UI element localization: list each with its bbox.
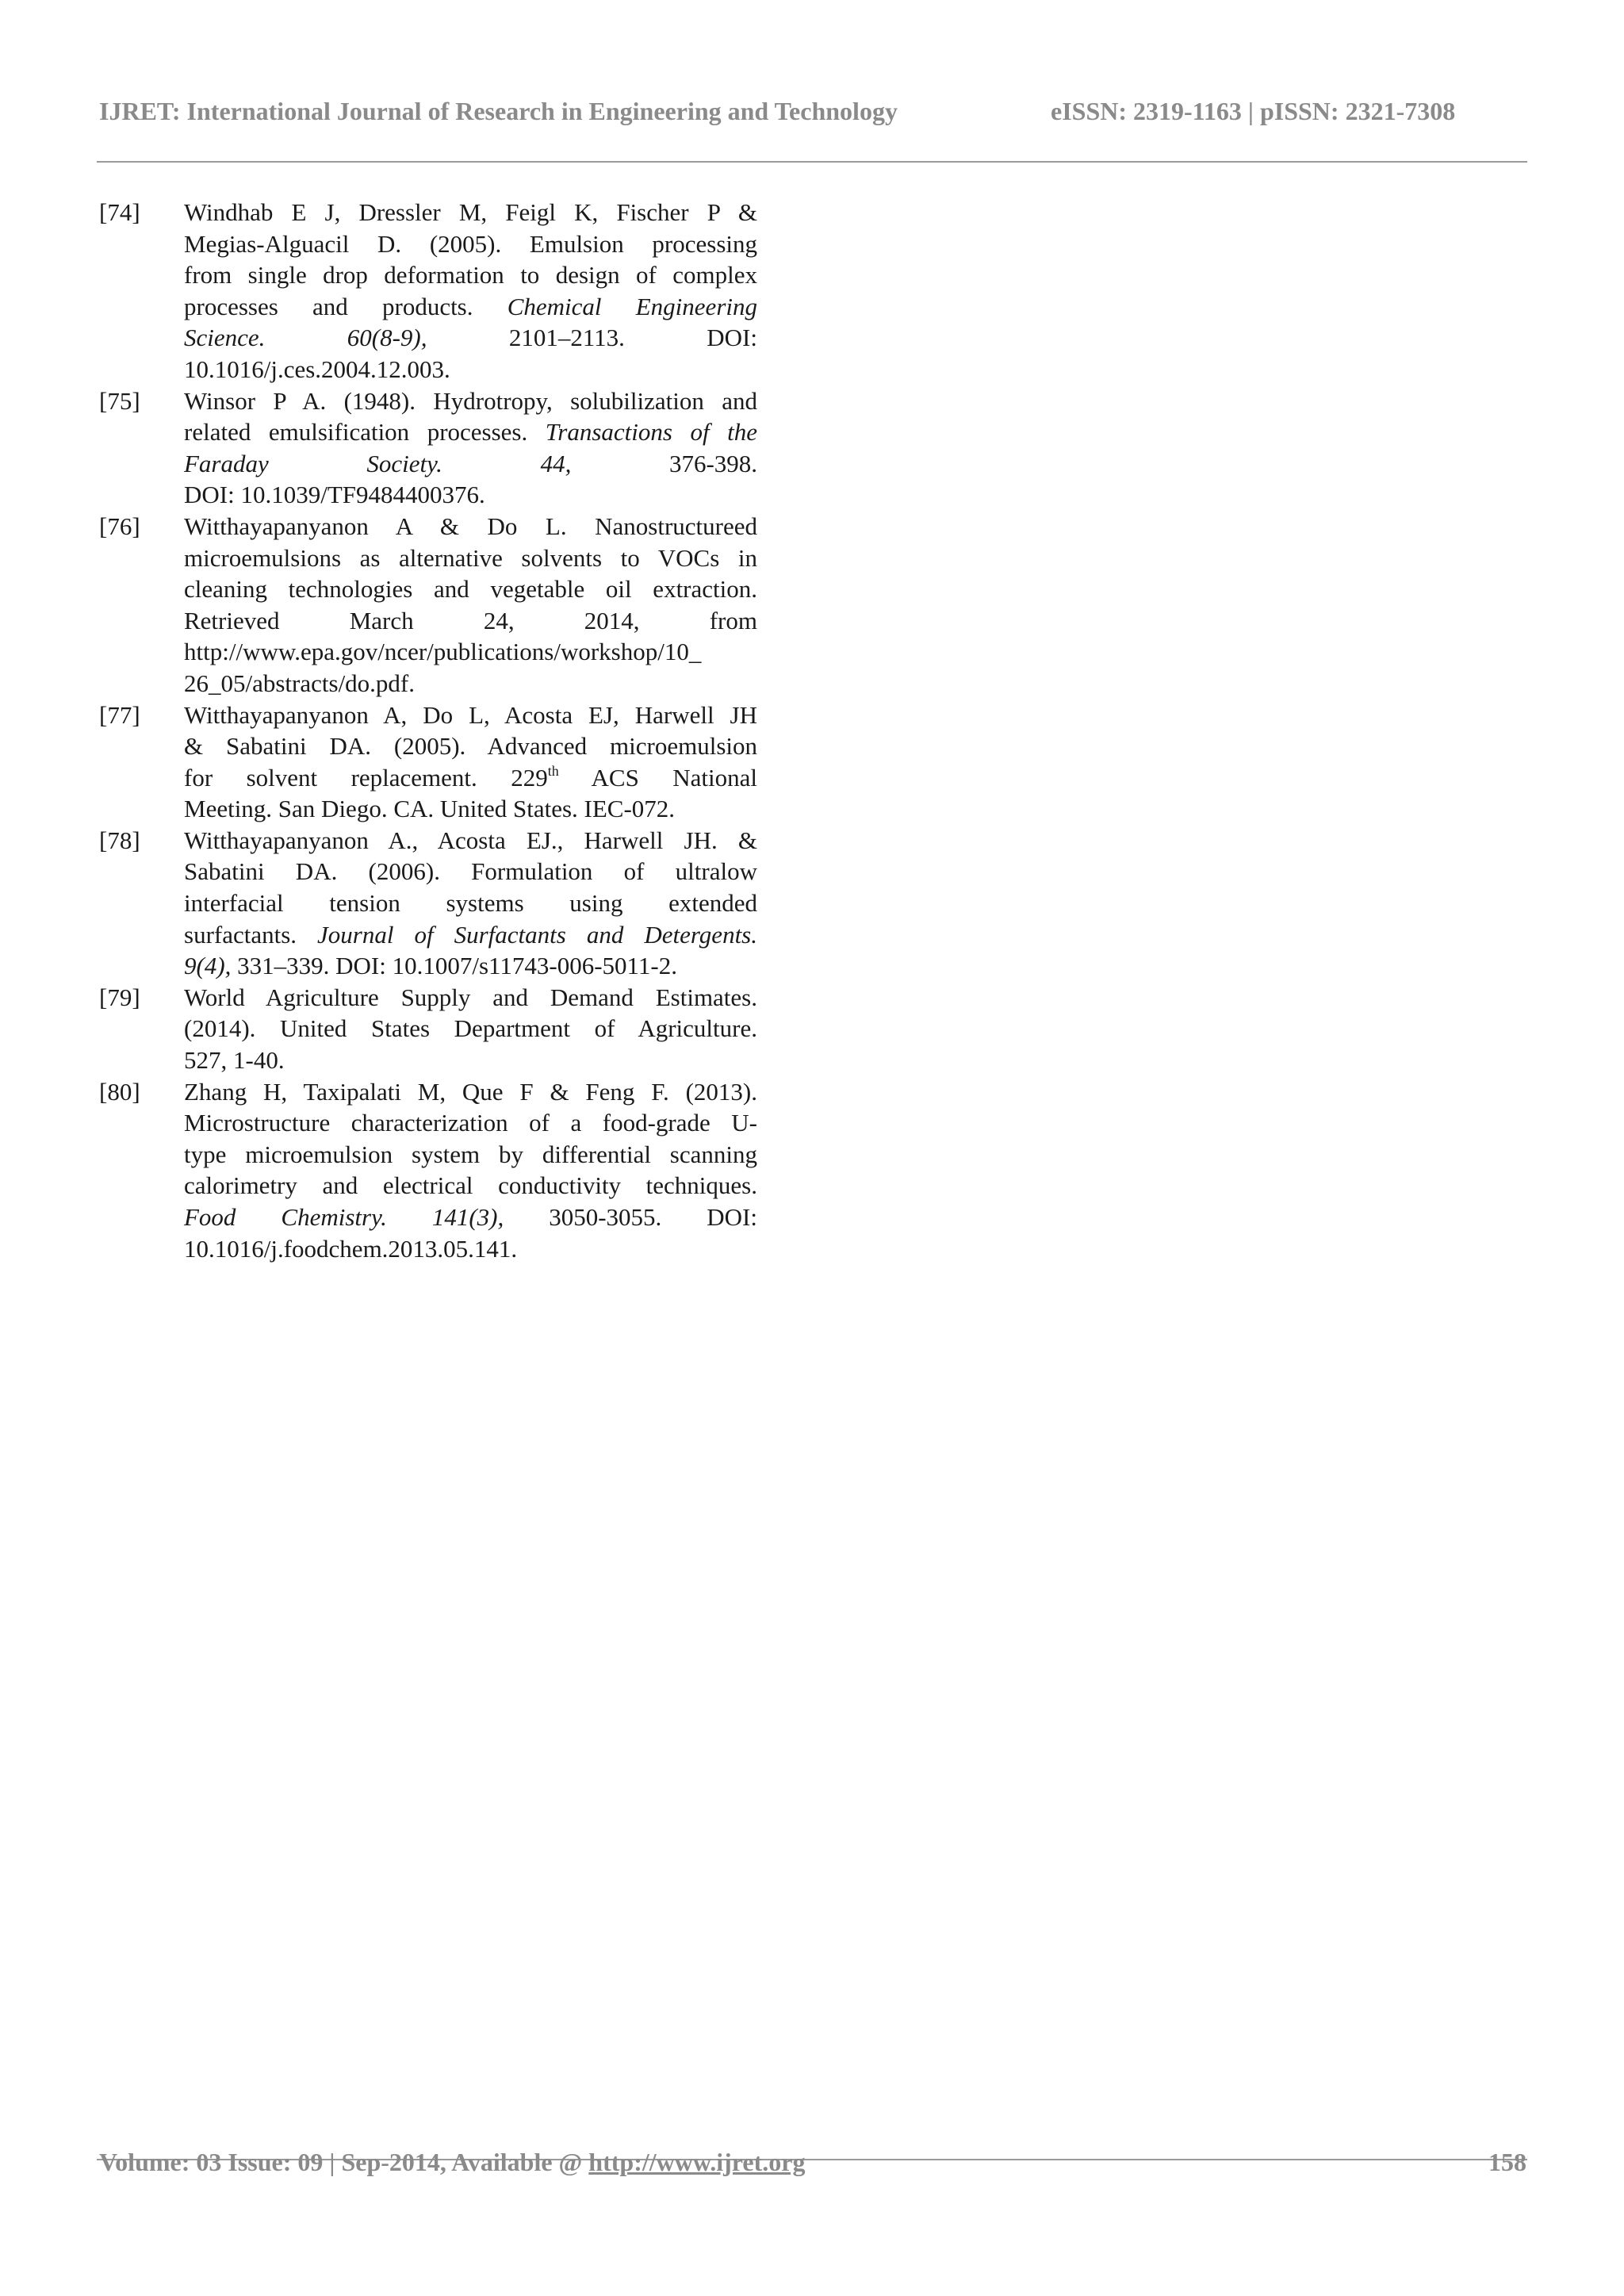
reference-line: Retrieved March 24, 2014, from (184, 606, 757, 634)
reference-line: Food Chemistry. 141(3), 3050-3055. DOI: (184, 1203, 757, 1231)
reference-line: & Sabatini DA. (2005). Advanced microemulsion (184, 732, 757, 761)
reference-number: [76] (99, 512, 140, 540)
reference-number: [78] (99, 826, 140, 854)
reference-line: 10.1016/j.foodchem.2013.05.141. (184, 1234, 518, 1263)
reference-line: Sabatini DA. (2006). Formulation of ultralow (184, 857, 757, 886)
issn-info: eISSN: 2319-1163 | pISSN: 2321-7308 (1051, 97, 1456, 125)
reference-line: Megias-Alguacil D. (2005). Emulsion processing (184, 229, 757, 258)
reference-line: DOI: 10.1039/TF9484400376. (184, 481, 485, 509)
reference-line: related emulsification processes. Transactions of the (184, 418, 757, 447)
reference-line: World Agriculture Supply and Demand Estimates. (184, 983, 757, 1011)
reference-line: Winsor P A. (1948). Hydrotropy, solubilization and (184, 386, 757, 415)
reference-list (99, 197, 757, 1264)
reference-line: Witthayapanyanon A & Do L. Nanostructureed (184, 512, 757, 540)
reference-item-80 (99, 1076, 757, 1265)
reference-line: from single drop deformation to design of complex (184, 261, 757, 289)
reference-line: (2014). United States Department of Agriculture. (184, 1014, 757, 1043)
journal-title: IJRET: International Journal of Research in Engineering and Technology (99, 97, 898, 125)
reference-line: 9(4), 331–339. DOI: 10.1007/s11743-006-5011-2. (184, 952, 677, 980)
reference-line: Meeting. San Diego. CA. United States. IEC-072. (184, 795, 676, 823)
reference-line: type microemulsion system by differential scanning (184, 1140, 757, 1168)
reference-line: cleaning technologies and vegetable oil extraction. (184, 575, 757, 604)
reference-line: Witthayapanyanon A., Acosta EJ., Harwell JH. & (184, 826, 757, 854)
reference-line: microemulsions as alternative solvents to VOCs in (184, 543, 757, 572)
page-number: 158 (1488, 2148, 1526, 2176)
reference-line: Witthayapanyanon A, Do L, Acosta EJ, Harwell JH (184, 700, 757, 729)
reference-line: processes and products. Chemical Engineering (184, 292, 757, 320)
reference-line: 527, 1-40. (184, 1046, 285, 1075)
reference-item-75 (99, 385, 757, 511)
reference-number: [80] (99, 1077, 140, 1106)
reference-item-77 (99, 700, 757, 825)
reference-number: [77] (99, 700, 140, 729)
reference-number: [79] (99, 983, 140, 1011)
reference-line: Windhab E J, Dressler M, Feigl K, Fischer P & (184, 198, 757, 226)
reference-line: calorimetry and electrical conductivity techniques. (184, 1171, 757, 1200)
reference-item-74 (99, 197, 757, 385)
reference-line: Zhang H, Taxipalati M, Que F & Feng F. (2013). (184, 1077, 757, 1106)
reference-number: [74] (99, 198, 140, 226)
reference-line: interfacial tension systems using extended (184, 889, 757, 918)
header-divider (97, 161, 1527, 163)
reference-line: Microstructure characterization of a food-grade U- (184, 1109, 757, 1137)
reference-line: surfactants. Journal of Surfactants and Detergents. (184, 920, 757, 949)
reference-line: for solvent replacement. 229th ACS National (184, 762, 757, 792)
volume-info: Volume: 03 Issue: 09 | Sep-2014, Available @ http://www.ijret.org (99, 2148, 806, 2176)
reference-item-78 (99, 825, 757, 982)
reference-item-76 (99, 511, 757, 700)
reference-line: 10.1016/j.ces.2004.12.003. (184, 355, 450, 383)
reference-line: Science. 60(8-9), 2101–2113. DOI: (184, 324, 757, 352)
reference-line: Faraday Society. 44, 376-398. (184, 449, 758, 477)
reference-number: [75] (99, 386, 140, 415)
reference-item-79 (99, 982, 757, 1076)
reference-line: http://www.epa.gov/ncer/publications/workshop/10_ (184, 638, 702, 666)
journal-website-link[interactable]: http://www.ijret.org (588, 2148, 806, 2176)
reference-line: 26_05/abstracts/do.pdf. (184, 669, 416, 697)
